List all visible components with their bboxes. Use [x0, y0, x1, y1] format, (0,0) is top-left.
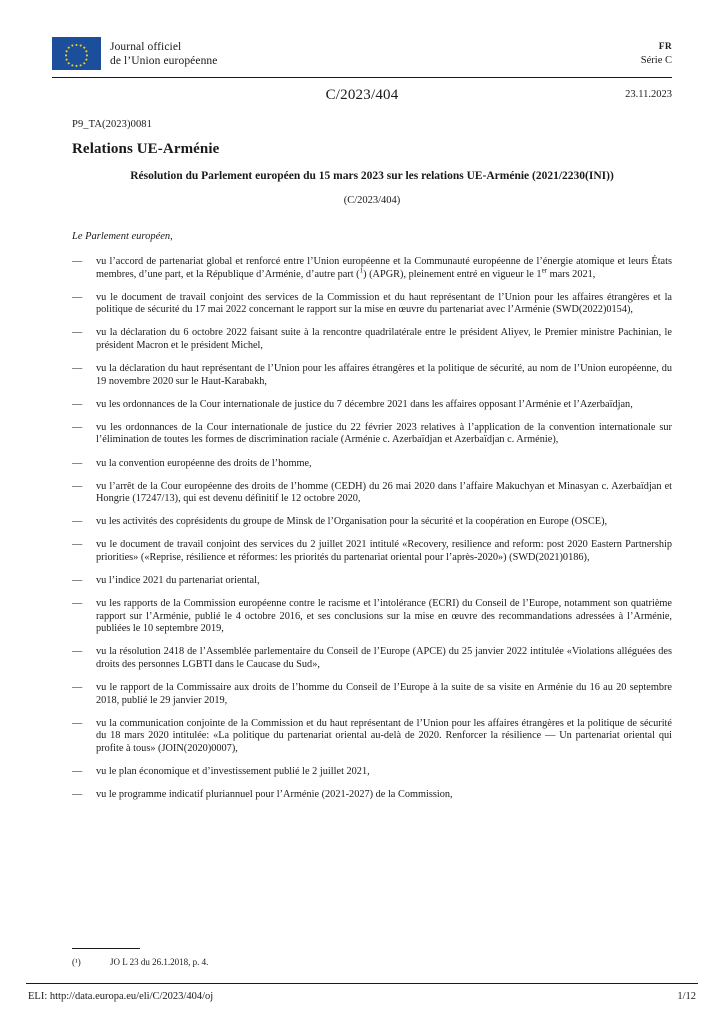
recital-dash: — — [72, 539, 83, 551]
recital-text: vu le plan économique et d’investissement publié le 2 juillet 2021, — [96, 766, 370, 778]
footnote-marker: (¹) — [72, 957, 81, 967]
recital-dash: — — [72, 516, 83, 528]
recital-dash: — — [72, 457, 83, 469]
footnote-text: JO L 23 du 26.1.2018, p. 4. — [110, 957, 209, 967]
language-code: FR — [658, 42, 672, 52]
recital-dash: — — [72, 327, 83, 339]
page-number: 1/12 — [677, 991, 696, 1002]
footer-divider — [26, 983, 698, 984]
recital-item — [72, 327, 672, 352]
footnote — [72, 956, 672, 968]
eu-flag-icon — [52, 37, 101, 70]
series-label: Série C — [640, 55, 672, 66]
recital-dash: — — [72, 789, 83, 801]
recital-item — [72, 516, 672, 529]
document-number: C/2023/404 — [325, 87, 399, 103]
recital-dash: — — [72, 421, 83, 433]
recital-dash: — — [72, 480, 83, 492]
recital-text: vu la communication conjointe de la Commission et du haut représentant de l’Union pour les affaires étrangères et la politique de sécurité du 18 mars 2020 intitulée: «La politique du partenariat oriental au-delà de 2020. Renforcer la résilience — Un partenariat oriental qui profite à tous» (JOIN(2020)0007), — [96, 717, 672, 755]
resolution-subtitle: Résolution du Parlement européen du 15 mars 2023 sur les relations UE-Arménie (2021/2230(INI)) — [130, 170, 614, 182]
masthead-branding — [52, 37, 217, 70]
recital-item — [72, 458, 672, 471]
recital-text: vu l’indice 2021 du partenariat oriental, — [96, 575, 260, 587]
journal-title-line1: Journal officiel — [110, 40, 182, 53]
recital-dash: — — [72, 682, 83, 694]
recital-item — [72, 256, 672, 281]
recital-text: vu les ordonnances de la Cour internationale de justice du 22 février 2023 relatives à l’application de la convention internationale sur l’élimination de toutes les formes de discrimination raciale (Arménie c. Azerbaïdjan et Azerbaïdjan c. Arménie), — [96, 421, 672, 446]
recital-text: vu la déclaration du haut représentant de l’Union pour les affaires étrangères et la politique de sécurité, au nom de l’Union européenne, du 19 novembre 2020 sur le Haut-Karabakh, — [96, 363, 672, 387]
recital-dash: — — [72, 717, 83, 729]
document-body — [72, 231, 672, 812]
recital-item — [72, 422, 672, 447]
publication-date: 23.11.2023 — [625, 89, 672, 100]
eli-link[interactable]: ELI: http://data.europa.eu/eli/C/2023/404/oj — [28, 991, 214, 1002]
recital-text: vu la déclaration du 6 octobre 2022 faisant suite à la rencontre quadrilatérale entre le président Aliyev, le Premier ministre Pachinian, le président Macron et le président Michel, — [96, 327, 672, 351]
recital-text: vu les activités des coprésidents du groupe de Minsk de l’Organisation pour la sécurité et la coopération en Europe (OSCE), — [96, 516, 608, 528]
recital-text: vu le document de travail conjoint des services du 2 juillet 2021 intitulé «Recovery, resilience and reform: post 2020 Eastern Partnership priorities» («Reprise, résilience et réformes: les priorités du partenariat oriental pour l’après-2020») (SWD(2021)0186), — [96, 539, 672, 563]
recital-dash: — — [72, 598, 83, 610]
masthead-meta — [641, 37, 672, 67]
recital-text: vu la résolution 2418 de l’Assemblée parlementaire du Conseil de l’Europe (APCE) du 25 janvier 2022 intitulée «Violations alléguées des droits des personnes LGBTI dans le Caucase du Sud», — [96, 646, 672, 671]
recital-item — [72, 718, 672, 756]
recital-text: vu la convention européenne des droits de l’homme, — [96, 457, 312, 469]
recital-dash: — — [72, 291, 83, 303]
recital-text: vu l’accord de partenariat global et renforcé entre l’Union européenne et la Communauté européenne de l’énergie atomique et leurs États membres, d’une part, et la République d’Arménie, d’autre part ($^1$) (APGR), pleinement entré en vigueur le 1er mars 2021, — [96, 256, 672, 280]
recital-text: vu l’arrêt de la Cour européenne des droits de l’homme (CEDH) du 26 mai 2020 dans l’affaire Makuchyan et Minasyan c. Azerbaïdjan et Hongrie (17247/13), qui est devenu définitif le 12 octobre 2020, — [96, 480, 672, 505]
recital-text: vu les rapports de la Commission européenne contre le racisme et l’intolérance (ECRI) du Conseil de l’Europe, notamment son quatrième rapport sur l’Arménie, publié le 4 octobre 2016, et ses conclusions sur la mise en œuvre des recommandations adressées à l’Arménie, publiées le 10 septembre 2019, — [96, 598, 672, 635]
recitals-list — [72, 256, 672, 802]
masthead — [52, 37, 672, 77]
recital-item — [72, 766, 672, 779]
masthead-divider — [52, 77, 672, 78]
recital-dash: — — [72, 398, 83, 410]
body-intro: Le Parlement européen, — [72, 231, 173, 242]
recital-item — [72, 598, 672, 636]
recital-item — [72, 575, 672, 588]
resolution-reference: (C/2023/404) — [343, 195, 401, 206]
recital-item — [72, 646, 672, 671]
recital-item — [72, 789, 672, 802]
recital-item — [72, 292, 672, 317]
page-title: Relations UE-Arménie — [72, 141, 220, 157]
footnote-divider — [72, 948, 140, 949]
recital-text: vu le rapport de la Commissaire aux droits de l’homme du Conseil de l’Europe à la suite de sa visite en Arménie du 16 au 20 septembre 2018, publié le 29 janvier 2019, — [96, 682, 672, 706]
journal-title-line2: de l’Union européenne — [110, 54, 218, 67]
recital-dash: — — [72, 363, 83, 375]
recital-item — [72, 539, 672, 564]
recital-item — [72, 363, 672, 388]
recital-dash: — — [72, 256, 83, 267]
recital-text: vu les ordonnances de la Cour internationale de justice du 7 décembre 2021 dans les affaires opposant l’Arménie et l’Azerbaïdjan, — [96, 398, 633, 410]
recital-dash: — — [72, 646, 83, 658]
recital-text: vu le document de travail conjoint des services de la Commission et du haut représentant de l’Union pour les affaires étrangères et la politique de sécurité du 17 mai 2022 concernant le rapport sur la mise en œuvre du partenariat avec l’Arménie (SWD(2022)0154), — [96, 291, 672, 316]
ta-reference: P9_TA(2023)0081 — [72, 119, 152, 130]
recital-item — [72, 399, 672, 412]
recital-dash: — — [72, 575, 83, 587]
recital-text: vu le programme indicatif pluriannuel pour l’Arménie (2021-2027) de la Commission, — [96, 789, 453, 801]
recital-item — [72, 481, 672, 506]
recital-dash: — — [72, 766, 83, 778]
recital-item — [72, 682, 672, 707]
journal-title — [110, 40, 217, 68]
